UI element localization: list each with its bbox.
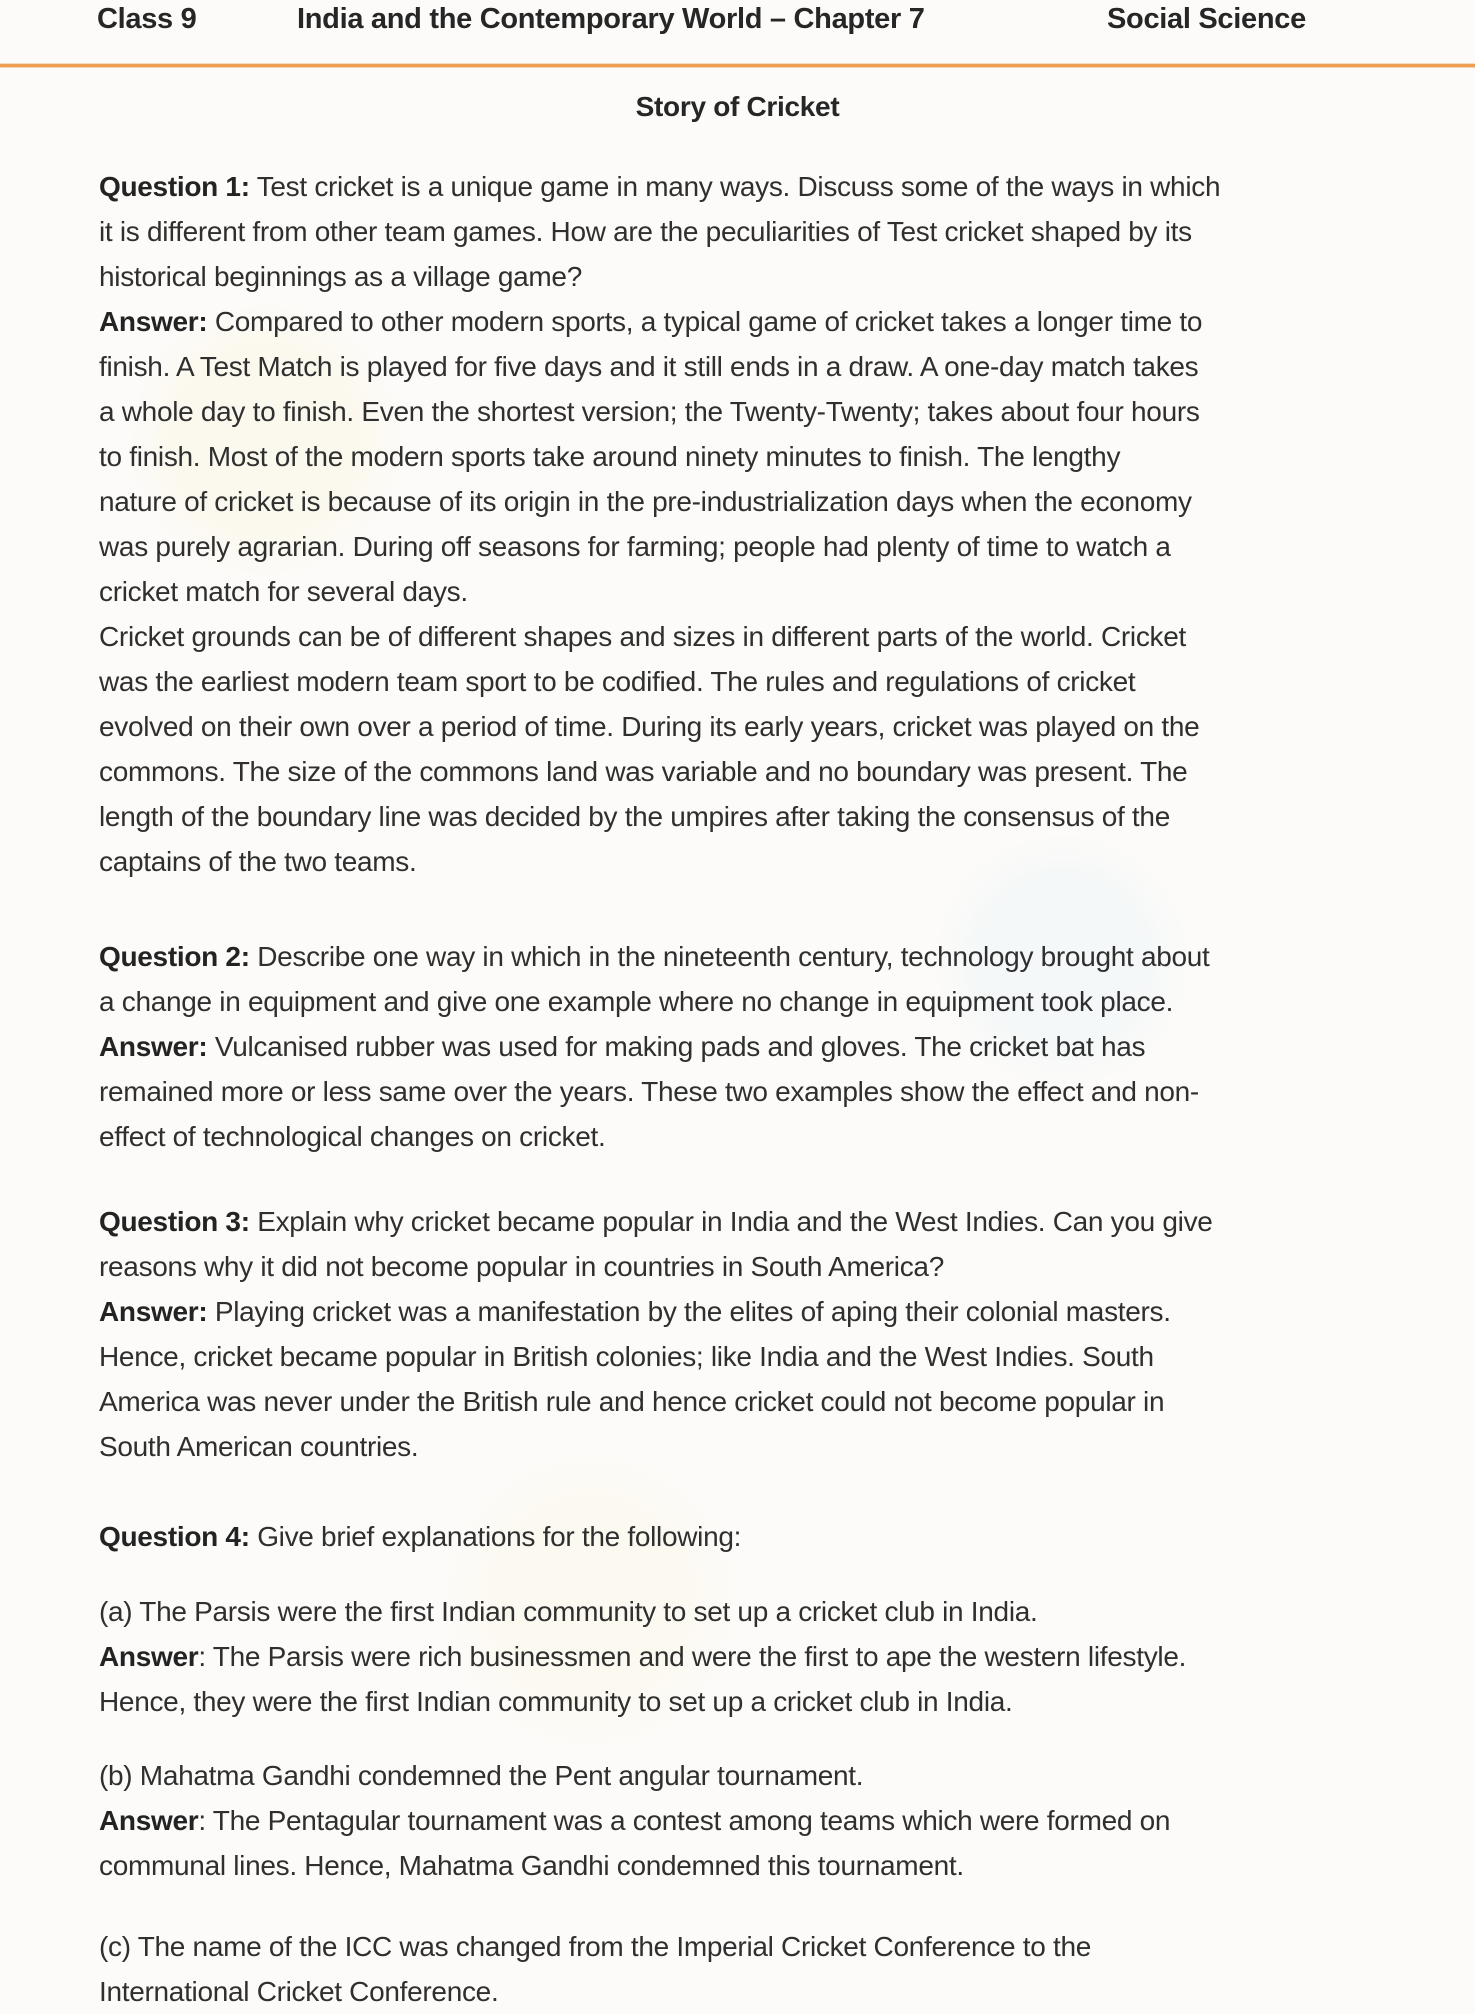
text-line <box>99 794 1429 839</box>
line-text: Cricket grounds can be of different shapes and sizes in different parts of the world. Cricket <box>99 621 1186 652</box>
line-text: commons. The size of the commons land was variable and no boundary was present. The <box>99 756 1188 787</box>
line-text: Test cricket is a unique game in many ways. Discuss some of the ways in which <box>249 171 1221 202</box>
paragraph-block <box>99 934 1429 1159</box>
text-line <box>99 1024 1429 1069</box>
text-line <box>99 524 1429 569</box>
header-class-label: Class 9 <box>97 3 197 35</box>
text-line <box>99 749 1429 794</box>
line-text: remained more or less same over the years. These two examples show the effect and non- <box>99 1076 1199 1107</box>
content-body <box>99 164 1429 2014</box>
text-line <box>99 1114 1429 1159</box>
text-line <box>99 344 1429 389</box>
text-line <box>99 209 1429 254</box>
line-text: length of the boundary line was decided by the umpires after taking the consensus of the <box>99 801 1170 832</box>
line-text: : The Parsis were rich businessmen and were the first to ape the western lifestyle. <box>198 1641 1187 1672</box>
bold-lead-in: Question 4: <box>99 1521 250 1552</box>
line-text: reasons why it did not become popular in countries in South America? <box>99 1251 944 1282</box>
text-line <box>99 1244 1429 1289</box>
line-text: Hence, they were the first Indian community to set up a cricket club in India. <box>99 1686 1013 1717</box>
paragraph-block <box>99 1514 1429 1559</box>
text-line <box>99 1924 1429 1969</box>
line-text: Vulcanised rubber was used for making pads and gloves. The cricket bat has <box>207 1031 1146 1062</box>
paragraph-block <box>99 1753 1429 1888</box>
line-text: effect of technological changes on cricket. <box>99 1121 606 1152</box>
text-line <box>99 1334 1429 1379</box>
line-text: Explain why cricket became popular in India and the West Indies. Can you give <box>249 1206 1213 1237</box>
page-title: Story of Cricket <box>635 91 840 122</box>
paragraph-block <box>99 164 1429 884</box>
paragraph-block <box>99 1199 1429 1469</box>
text-line <box>99 1199 1429 1244</box>
text-line <box>99 704 1429 749</box>
text-line <box>99 164 1429 209</box>
bold-lead-in: Question 2: <box>99 941 250 972</box>
text-line <box>99 1589 1429 1634</box>
text-line <box>99 1798 1429 1843</box>
text-line <box>99 614 1429 659</box>
text-line <box>99 1679 1429 1724</box>
text-line <box>99 1753 1429 1798</box>
text-line <box>99 839 1429 884</box>
bold-lead-in: Answer <box>99 1805 199 1836</box>
text-line <box>99 1634 1429 1679</box>
line-text: (b) Mahatma Gandhi condemned the Pent angular tournament. <box>99 1760 864 1791</box>
bold-lead-in: Answer: <box>99 1296 208 1327</box>
text-line <box>99 934 1429 979</box>
bold-lead-in: Answer: <box>99 1031 208 1062</box>
line-text: captains of the two teams. <box>99 846 417 877</box>
paragraph-block <box>99 1924 1429 2014</box>
line-text: was purely agrarian. During off seasons for farming; people had plenty of time to watch a <box>99 531 1171 562</box>
text-line <box>99 659 1429 704</box>
line-text: South American countries. <box>99 1431 419 1462</box>
text-line <box>99 479 1429 524</box>
text-line <box>99 1379 1429 1424</box>
bold-lead-in: Answer <box>99 1641 199 1672</box>
line-text: cricket match for several days. <box>99 576 468 607</box>
bold-lead-in: Question 3: <box>99 1206 250 1237</box>
line-text: (c) The name of the ICC was changed from the Imperial Cricket Conference to the <box>99 1931 1092 1962</box>
header-divider-line <box>0 64 1475 67</box>
line-text: a change in equipment and give one example where no change in equipment took place. <box>99 986 1174 1017</box>
text-line <box>99 299 1429 344</box>
text-line <box>99 1843 1429 1888</box>
text-line <box>99 1514 1429 1559</box>
text-line <box>99 434 1429 479</box>
line-text: Describe one way in which in the nineteenth century, technology brought about <box>249 941 1210 972</box>
header-subject-label: Social Science <box>1107 3 1306 35</box>
text-line <box>99 569 1429 614</box>
bold-lead-in: Answer: <box>99 306 208 337</box>
line-text: to finish. Most of the modern sports take around ninety minutes to finish. The lengthy <box>99 441 1121 472</box>
text-line <box>99 1969 1429 2014</box>
page-header <box>0 0 1475 58</box>
line-text: Hence, cricket became popular in British colonies; like India and the West Indies. South <box>99 1341 1154 1372</box>
line-text: finish. A Test Match is played for five days and it still ends in a draw. A one-day match takes <box>99 351 1199 382</box>
line-text: : The Pentagular tournament was a contest among teams which were formed on <box>198 1805 1171 1836</box>
line-text: Playing cricket was a manifestation by the elites of aping their colonial masters. <box>207 1296 1171 1327</box>
line-text: nature of cricket is because of its origin in the pre-industrialization days when the economy <box>99 486 1192 517</box>
text-line <box>99 1289 1429 1334</box>
text-line <box>99 979 1429 1024</box>
line-text: was the earliest modern team sport to be codified. The rules and regulations of cricket <box>99 666 1136 697</box>
line-text: communal lines. Hence, Mahatma Gandhi condemned this tournament. <box>99 1850 964 1881</box>
bold-lead-in: Question 1: <box>99 171 250 202</box>
line-text: (a) The Parsis were the first Indian community to set up a cricket club in India. <box>99 1596 1038 1627</box>
paragraph-block <box>99 1589 1429 1724</box>
line-text: Give brief explanations for the following: <box>249 1521 742 1552</box>
line-text: historical beginnings as a village game? <box>99 261 582 292</box>
text-line <box>99 1069 1429 1114</box>
line-text: it is different from other team games. How are the peculiarities of Test cricket shaped by its <box>99 216 1192 247</box>
text-line <box>99 1424 1429 1469</box>
line-text: International Cricket Conference. <box>99 1976 499 2007</box>
text-line <box>99 389 1429 434</box>
line-text: Compared to other modern sports, a typical game of cricket takes a longer time to <box>207 306 1203 337</box>
line-text: America was never under the British rule and hence cricket could not become popular in <box>99 1386 1165 1417</box>
header-chapter-title: India and the Contemporary World – Chapter 7 <box>297 3 925 35</box>
line-text: a whole day to finish. Even the shortest version; the Twenty-Twenty; takes about four hours <box>99 396 1200 427</box>
line-text: evolved on their own over a period of time. During its early years, cricket was played on the <box>99 711 1200 742</box>
text-line <box>99 254 1429 299</box>
